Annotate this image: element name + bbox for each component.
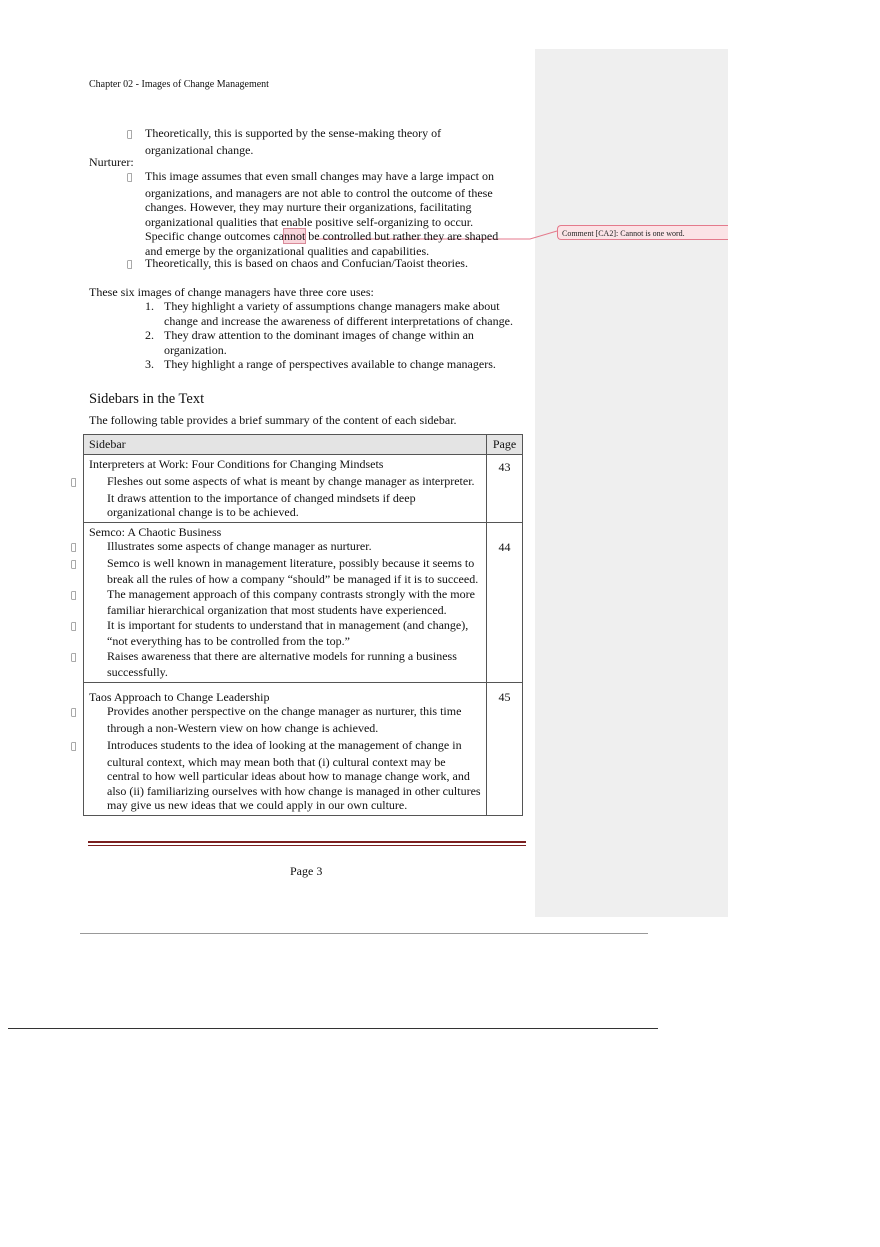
bullet-text-line: organizational change.	[145, 140, 254, 155]
missing-glyph-bullet-icon	[89, 589, 107, 604]
page-separator	[80, 933, 648, 934]
sidebar-bullet	[89, 474, 481, 520]
sidebar-bullet	[89, 551, 481, 587]
sidebar-bullet	[89, 580, 481, 618]
table-header-row	[84, 435, 523, 455]
bullet-text-line: Specific change outcomes ca	[145, 227, 284, 241]
table-row	[84, 522, 523, 682]
sidebar-bullet-text: Introduces students to the idea of looking at the management of change in cultural context, which may mean both that (i) cultural context may be central to how well particular ideas about how to manage change work, and also (ii) familiarizing ourselves with how change is managed in other cultures may give us new ideas that we could apply in our own culture.	[107, 724, 481, 796]
list-text-line: change and increase the awareness of different interpretations of change.	[164, 313, 513, 328]
bullet-text-line: This image assumes that even small changes may have a large impact on	[145, 169, 495, 183]
page-cell: 45	[487, 682, 523, 815]
sidebar-cell	[84, 522, 487, 682]
sidebar-bullet	[89, 692, 481, 735]
list-text-line: organization.	[164, 342, 227, 357]
page-cell: 43	[487, 454, 523, 522]
page-cell: 44	[487, 522, 523, 682]
page-bottom-line	[8, 1028, 658, 1029]
list-item	[145, 328, 513, 357]
core-uses-list	[145, 299, 513, 372]
sidebar-bullet-text: Fleshes out some aspects of what is meant by change manager as interpreter. It draws attention to the importance of changed mindsets if deep organizational change is to be achieved.	[107, 474, 475, 517]
missing-glyph-bullet-icon	[89, 541, 107, 556]
sidebar-title: Taos Approach to Change Leadership	[89, 677, 270, 692]
core-uses-intro: These six images of change managers have three core uses:	[89, 285, 374, 299]
sidebar-cell	[84, 677, 487, 815]
bullet-sensemaking	[127, 126, 441, 157]
list-item	[145, 357, 513, 372]
sidebar-bullet	[89, 638, 481, 680]
nurturer-label: Nurturer:	[89, 155, 134, 169]
page-number: Page 3	[290, 864, 323, 878]
bullet-chaos-theory	[127, 256, 468, 273]
running-header: Chapter 02 - Images of Change Management	[89, 79, 269, 90]
sidebar-bullet-text: Illustrates some aspects of change manager as nurturer.	[107, 537, 372, 551]
bullet-text-line: changes. However, they may nurture their organizations, facilitating	[145, 198, 472, 212]
sidebar-bullet-text: It is important for students to understand that in management (and change), “not everything has to be controlled from the top.”	[107, 609, 469, 638]
table-row	[84, 454, 523, 522]
sidebar-bullet	[89, 539, 481, 556]
bullet-nurturer-description	[127, 169, 498, 258]
list-text-line: They highlight a variety of assumptions change managers make about	[164, 299, 500, 313]
bullet-text-line: organizations, and managers are not able to control the outcome of these	[145, 183, 493, 198]
missing-glyph-bullet-icon	[127, 128, 145, 143]
missing-glyph-bullet-icon	[127, 171, 145, 186]
sidebar-bullet	[89, 609, 481, 649]
column-header-sidebar: Sidebar	[84, 435, 487, 455]
footer-rule-thin	[88, 845, 526, 846]
bullet-text-line: Theoretically, this is supported by the sense-making theory of	[145, 126, 442, 140]
bullet-text-line: be controlled but rather they are shaped	[305, 227, 499, 241]
list-text-line: They draw attention to the dominant images of change within an	[164, 328, 474, 342]
bullet-text-line: organizational qualities that enable positive self-organizing to occur.	[145, 212, 474, 227]
sidebar-bullet-text: Provides another perspective on the change manager as nurturer, this time through a non-Western view on how change is achieved.	[107, 692, 462, 721]
sidebars-intro: The following table provides a brief summary of the content of each sidebar.	[89, 413, 457, 427]
footer-rule-thick	[88, 841, 526, 843]
sidebar-title: Interpreters at Work: Four Conditions for Changing Mindsets	[89, 456, 384, 471]
sidebars-table	[83, 434, 523, 816]
table-row	[84, 682, 523, 815]
commented-text-highlight[interactable]: nnot	[283, 227, 306, 241]
sidebar-title: Semco: A Chaotic Business	[89, 522, 222, 537]
sidebar-cell	[84, 454, 487, 522]
list-number: 2.	[145, 328, 154, 342]
sidebar-bullet-text: Semco is well known in management literature, possibly because it seems to break all the rules of how a company “should” be managed if it is to succeed.	[107, 551, 479, 580]
list-text-line: They highlight a range of perspectives available to change managers.	[164, 357, 496, 371]
sidebar-bullet-text: The management approach of this company contrasts strongly with the more familiar hierarchical organization that most students have experienced.	[107, 580, 475, 609]
list-number: 3.	[145, 357, 154, 371]
bullet-text-line: and emerge by the organizational qualities and capabilities.	[145, 241, 430, 256]
sidebar-bullet	[89, 724, 481, 813]
missing-glyph-bullet-icon	[89, 476, 107, 491]
missing-glyph-bullet-icon	[89, 651, 107, 666]
list-number: 1.	[145, 299, 154, 313]
section-heading-sidebars: Sidebars in the Text	[89, 391, 205, 407]
missing-glyph-bullet-icon	[89, 706, 107, 721]
missing-glyph-bullet-icon	[127, 258, 145, 273]
missing-glyph-bullet-icon	[89, 620, 107, 635]
missing-glyph-bullet-icon	[89, 740, 107, 755]
missing-glyph-bullet-icon	[89, 558, 107, 573]
sidebar-bullet-text: Raises awareness that there are alternative models for running a business successfully.	[107, 638, 457, 667]
comment-balloon[interactable]: Comment [CA2]: Cannot is one word.	[557, 225, 728, 240]
column-header-page: Page	[487, 435, 523, 455]
bullet-text-line: Theoretically, this is based on chaos and Confucian/Taoist theories.	[145, 256, 468, 270]
list-item	[145, 299, 513, 328]
